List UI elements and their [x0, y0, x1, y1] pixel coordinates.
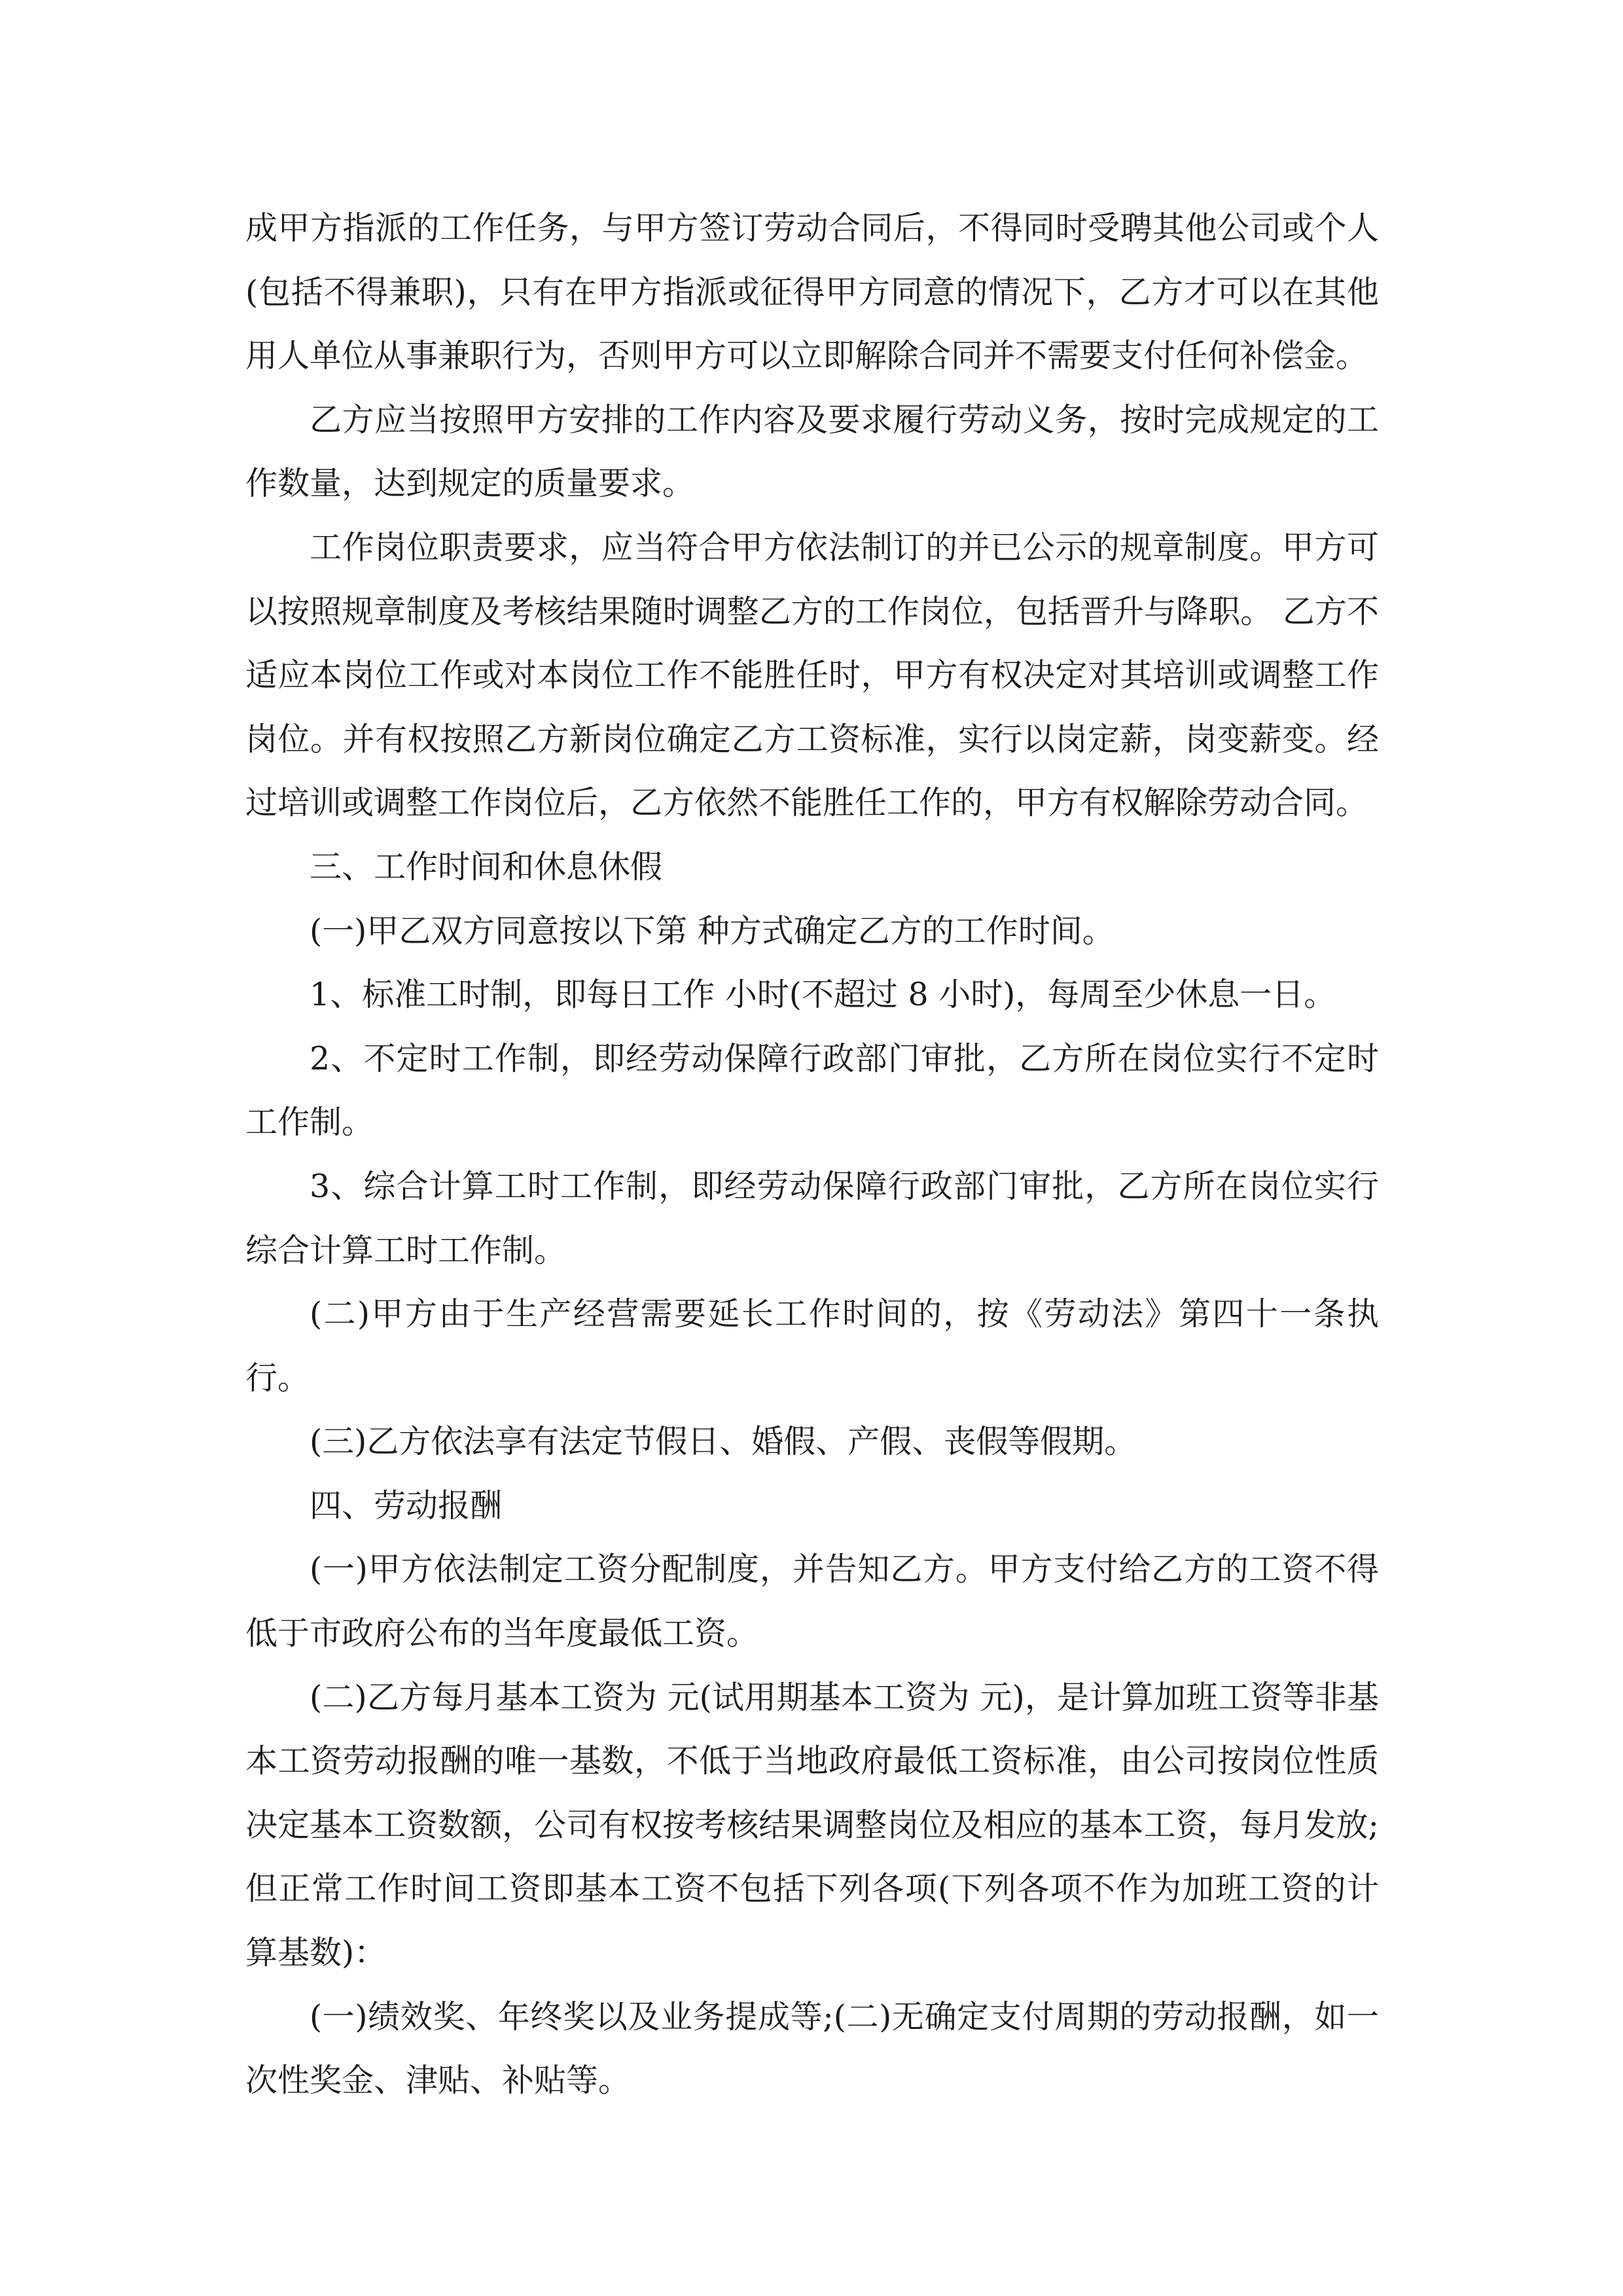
paragraph: (二)甲方由于生产经营需要延长工作时间的，按《劳动法》第四十一条执行。: [245, 1295, 1379, 1397]
list-item: 3、综合计算工时工作制，即经劳动保障行政部门审批，乙方所在岗位实行综合计算工时工作制。: [245, 1167, 1379, 1269]
paragraph: (一)绩效奖、年终奖以及业务提成等;(二)无确定支付周期的劳动报酬，如一次性奖金、津贴、补贴等。: [245, 1998, 1379, 2100]
paragraph: (二)乙方每月基本工资为 元(试用期基本工资为 元)，是计算加班工资等非基本工资劳动报酬的唯一基数，不低于当地政府最低工资标准，由公司按岗位性质决定基本工资数额，公司有权按考核结果调整岗位及相应的基本工资，每月发放;但正常工作时间工资即基本工资不包括下列各项(下列各项不作为加班工资的计算基数)：: [245, 1678, 1379, 1972]
document-body: [245, 196, 1379, 2113]
list-item: 1、标准工时制，即每日工作 小时(不超过 8 小时)，每周至少休息一日。: [310, 976, 1336, 1014]
paragraph-continuation: 成甲方指派的工作任务，与甲方签订劳动合同后，不得同时受聘其他公司或个人(包括不得兼职)，只有在甲方指派或征得甲方同意的情况下，乙方才可以在其他用人单位从事兼职行为，否则甲方可以立即解除合同并不需要支付任何补偿金。: [245, 209, 1380, 375]
paragraph: 工作岗位职责要求，应当符合甲方依法制订的并已公示的规章制度。甲方可以按照规章制度及考核结果随时调整乙方的工作岗位，包括晋升与降职。 乙方不适应本岗位工作或对本岗位工作不能胜任时，甲方有权决定对其培训或调整工作岗位。并有权按照乙方新岗位确定乙方工资标准，实行以岗定薪，岗变薪变。经过培训或调整工作岗位后，乙方依然不能胜任工作的，甲方有权解除劳动合同。: [245, 528, 1379, 822]
section-heading: 四、劳动报酬: [310, 1486, 503, 1524]
list-item: 2、不定时工作制，即经劳动保障行政部门审批，乙方所在岗位实行不定时工作制。: [245, 1039, 1379, 1141]
paragraph: (三)乙方依法享有法定节假日、婚假、产假、丧假等假期。: [310, 1423, 1137, 1461]
paragraph: 乙方应当按照甲方安排的工作内容及要求履行劳动义务，按时完成规定的工作数量，达到规定的质量要求。: [245, 401, 1379, 503]
section-heading: 三、工作时间和休息休假: [310, 848, 663, 886]
paragraph: (一)甲方依法制定工资分配制度，并告知乙方。甲方支付给乙方的工资不得低于市政府公布的当年度最低工资。: [245, 1551, 1379, 1653]
paragraph: (一)甲乙双方同意按以下第 种方式确定乙方的工作时间。: [310, 912, 1115, 950]
